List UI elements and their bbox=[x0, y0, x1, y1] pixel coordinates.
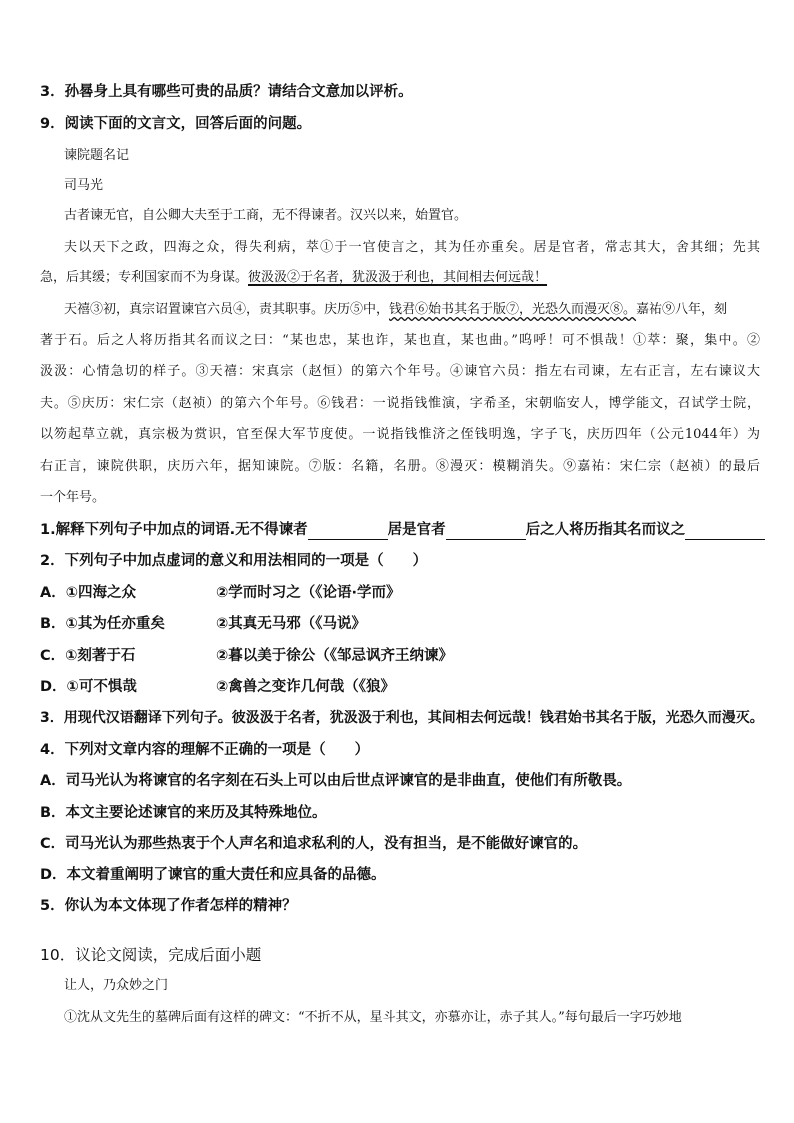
passage-paragraph-1: ①沈从文先生的墓碑后面有这样的碑文：“不折不从，星斗其文，亦慕亦让，赤子其人。”每句最后一字巧妙地 bbox=[64, 1010, 682, 1025]
note-line: 以笏起草立就，真宗极为赏识，官至保大军节度使。一说指钱惟济之侄钱明逸，字子飞，庆历四年（公元1044年）为 bbox=[40, 427, 760, 442]
passage-paragraph-3-line-1 bbox=[64, 300, 760, 320]
sub-question-1-item-2: 居是官者 bbox=[387, 522, 446, 538]
underlined-sentence: 钱君⑥始书其名于版⑦，光恐久而漫灭⑧。 bbox=[389, 302, 637, 317]
answer-blank-1[interactable] bbox=[308, 523, 388, 540]
option-a-right: ②学而时习之（《论语·学而》 bbox=[216, 585, 401, 601]
option-b[interactable]: B．本文主要论述谏官的来历及其特殊地位。 bbox=[40, 805, 327, 821]
passage-title: 让人，乃众妙之门 bbox=[64, 978, 169, 993]
answer-blank-3[interactable] bbox=[685, 523, 765, 540]
passage-paragraph-2-line-2 bbox=[40, 268, 760, 288]
underlined-sentence: 彼汲汲②于名者，犹汲汲于利也，其间相去何远哉！ bbox=[248, 270, 548, 285]
passage-text: 急，后其缓；专利国家而不为身谋。 bbox=[40, 270, 249, 285]
option-a[interactable]: A．司马光认为将谏官的名字刻在石头上可以由后世点评谏官的是非曲直，使他们有所敬畏。 bbox=[40, 773, 632, 789]
option-c-right: ②暮以美于徐公（《邹忌讽齐王纳谏》 bbox=[216, 648, 454, 664]
passage-title: 谏院题名记 bbox=[64, 148, 130, 163]
sub-question-3: 3．用现代汉语翻译下列句子。彼汲汲于名者，犹汲汲于利也，其间相去何远哉！钱君始书其名于版，光恐久而漫灭。 bbox=[40, 710, 764, 726]
option-b-left: B．①其为任亦重矣 bbox=[40, 616, 165, 632]
sub-question-2: 2．下列句子中加点虚词的意义和用法相同的一项是（ ） bbox=[40, 553, 428, 569]
note-line: 右正言，谏院供职，庆历六年，据知谏院。⑦版：名籍，名册。⑧漫灭：模糊消失。⑨嘉祐：宋仁宗（赵祯）的最后 bbox=[40, 459, 760, 474]
question-10: 10．议论文阅读，完成后面小题 bbox=[40, 946, 262, 964]
question-9-intro: 9．阅读下面的文言文，回答后面的问题。 bbox=[40, 116, 312, 132]
passage-paragraph-3-line-2: 著于石。后之人将历指其名而议之曰：“某也忠，某也诈，某也直，某也曲。”呜呼！可不惧哉！①萃：聚，集中。② bbox=[40, 333, 760, 348]
question-3: 3．孙晷身上具有哪些可贵的品质？请结合文意加以评析。 bbox=[40, 84, 413, 100]
sub-question-1-item-3: 后之人将历指其名而议之 bbox=[525, 522, 686, 538]
answer-blank-2[interactable] bbox=[446, 523, 526, 540]
sub-question-1 bbox=[40, 520, 760, 540]
option-c-left: C．①刻著于石 bbox=[40, 648, 136, 664]
option-d-right: ②禽兽之变诈几何哉（《狼》 bbox=[216, 679, 396, 695]
passage-text: 嘉祐⑨八年，刻 bbox=[636, 302, 728, 317]
option-c[interactable]: C．司马光认为那些热衷于个人声名和追求私利的人，没有担当，是不能做好谏官的。 bbox=[40, 836, 588, 852]
passage-author: 司马光 bbox=[64, 178, 104, 193]
passage-paragraph-2-line-1: 夫以天下之政，四海之众，得失利病，萃①于一官使言之，其为任亦重矣。居是官者，常志其大，舍其细；先其 bbox=[64, 240, 760, 255]
option-a-left: A．①四海之众 bbox=[40, 585, 136, 601]
note-line: 夫。⑤庆历：宋仁宗（赵祯）的第六个年号。⑥钱君：一说指钱惟演，字希圣，宋朝临安人，博学能文，召试学士院， bbox=[40, 396, 760, 411]
passage-paragraph-1: 古者谏无官，自公卿大夫至于工商，无不得谏者。汉兴以来，始置官。 bbox=[64, 208, 468, 223]
note-line: 一个年号。 bbox=[40, 490, 106, 505]
sub-question-1-prompt: 1.解释下列句子中加点的词语.无不得谏者 bbox=[40, 522, 308, 538]
passage-text: 天禧③初，真宗诏置谏官六员④，责其职事。庆历⑤中， bbox=[64, 302, 390, 317]
option-d-left: D．①可不惧哉 bbox=[40, 679, 137, 695]
option-d[interactable]: D．本文着重阐明了谏官的重大责任和应具备的品德。 bbox=[40, 867, 386, 883]
sub-question-5: 5．你认为本文体现了作者怎样的精神？ bbox=[40, 898, 297, 914]
option-b-right: ②其真无马邪（《马说》 bbox=[216, 616, 367, 632]
sub-question-4: 4．下列对文章内容的理解不正确的一项是（ ） bbox=[40, 742, 370, 758]
note-line: 汲汲：心情急切的样子。③天禧：宋真宗（赵恒）的第六个年号。④谏官六员：指左右司谏，左右正言，左右谏议大 bbox=[40, 364, 760, 379]
